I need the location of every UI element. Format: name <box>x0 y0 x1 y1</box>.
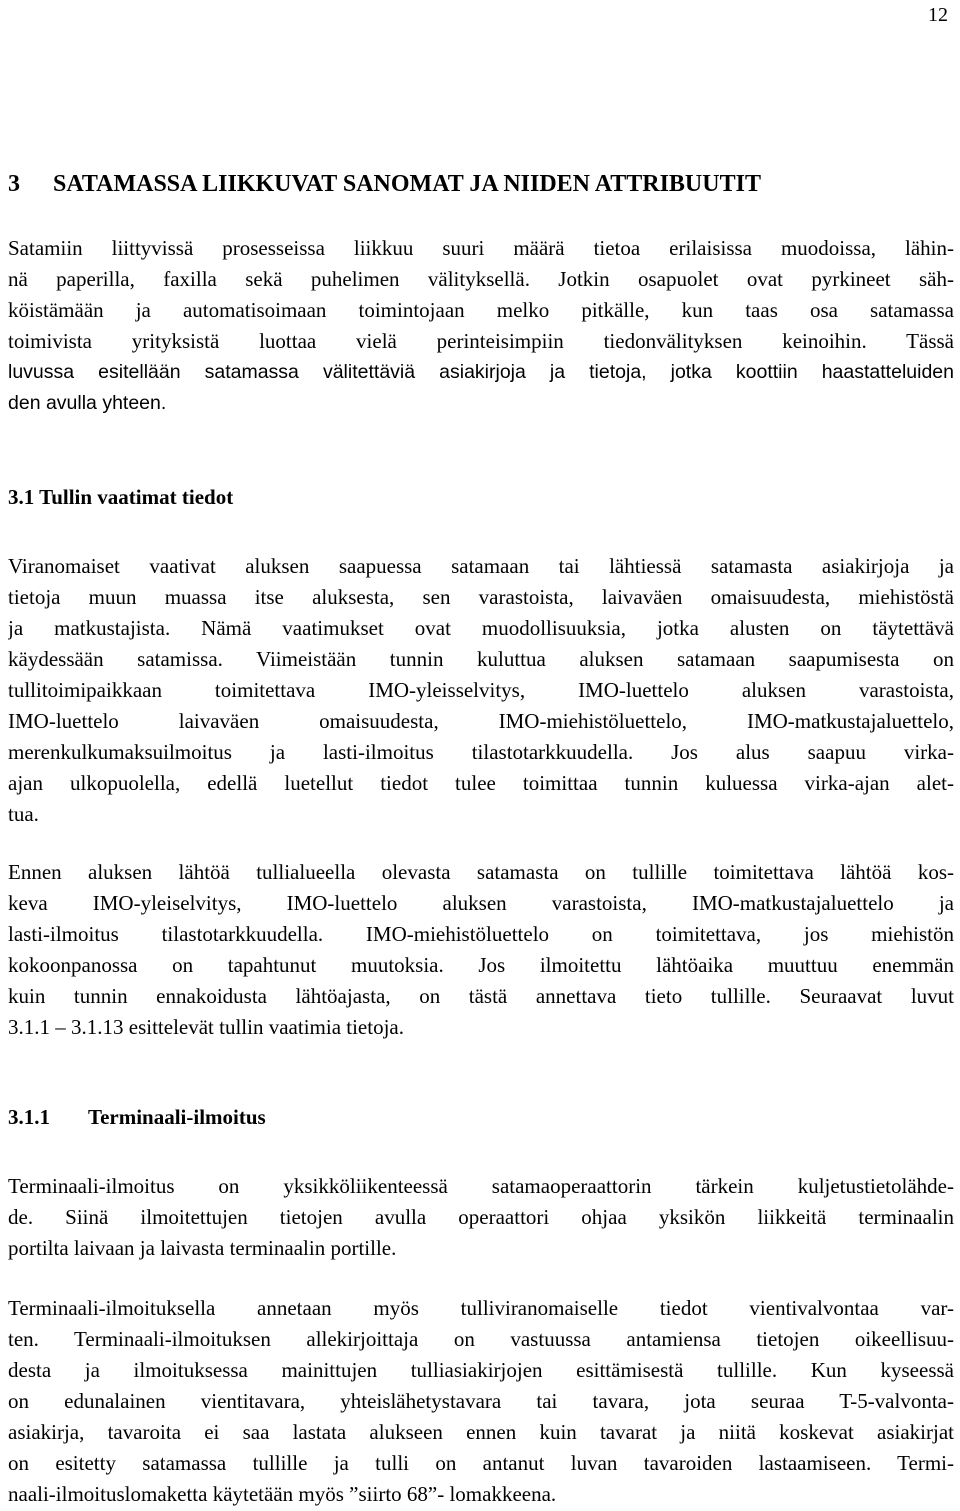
text-line: nä paperilla, faxilla sekä puhelimen välityksellä. Jotkin osapuolet ovat pyrkineet säh- <box>8 267 954 291</box>
text-line: 3.1.1 – 3.1.13 esittelevät tullin vaatimia tietoja. <box>8 1015 404 1039</box>
text-line: tullitoimipaikkaan toimitettava IMO-yleisselvitys, IMO-luettelo aluksen varastoista, <box>8 678 954 702</box>
section-heading-3-1: 3.1 Tullin vaatimat tiedot <box>8 485 234 509</box>
paragraph-4 <box>8 1293 954 1510</box>
text-line: ja matkustajista. Nämä vaatimukset ovat muodollisuuksia, jotka alusten on täytettävä <box>8 616 954 640</box>
paragraph-3 <box>8 1171 954 1264</box>
text-line: merenkulkumaksuilmoitus ja lasti-ilmoitus tilastotarkkuudella. Jos alus saapuu virka- <box>8 740 954 764</box>
text-line: de. Siinä ilmoitettujen tietojen avulla operaattori ohjaa yksikön liikkeitä terminaalin <box>8 1205 954 1229</box>
intro-paragraph <box>8 233 954 419</box>
chapter-heading <box>8 170 953 198</box>
text-line: tietoja muun muassa itse aluksesta, sen varastoista, laivaväen omaisuudesta, miehistöstä <box>8 585 954 609</box>
chapter-number: 3 <box>8 171 20 197</box>
text-line: on esitetty satamassa tullille ja tulli on antanut luvan tavaroiden lastaamiseen. Termi- <box>8 1451 954 1475</box>
paragraph-2 <box>8 857 954 1043</box>
text-line: Terminaali-ilmoituksella annetaan myös tulliviranomaiselle tiedot vientivalvontaa var- <box>8 1296 954 1320</box>
text-line: desta ja ilmoituksessa mainittujen tulliasiakirjojen esittämisestä tullille. Kun kyseessä <box>8 1358 954 1382</box>
text-line: Viranomaiset vaativat aluksen saapuessa satamaan tai lähtiessä satamasta asiakirjoja ja <box>8 554 954 578</box>
text-line: ajan ulkopuolella, edellä luetellut tiedot tulee toimittaa tunnin kuluessa virka-ajan alet- <box>8 771 954 795</box>
section-number: 3.1.1 <box>8 1105 50 1129</box>
text-line: kuin tunnin ennakoidusta lähtöajasta, on tästä annettava tieto tullille. Seuraavat luvut <box>8 984 954 1008</box>
text-line: kokoonpanossa on tapahtunut muutoksia. Jos ilmoitettu lähtöaika muuttuu enemmän <box>8 953 954 977</box>
text-line: toimivista yrityksistä luottaa vielä perinteisimpiin tiedonvälityksen keinoihin. Tässä <box>8 329 954 353</box>
text-line: käydessään satamissa. Viimeistään tunnin kuluttua aluksen satamaan saapumisesta on <box>8 647 954 671</box>
text-line: den avulla yhteen. <box>8 392 167 414</box>
text-line: asiakirja, tavaroita ei saa lastata alukseen ennen kuin tavarat ja niitä koskevat asiakirjat <box>8 1420 954 1444</box>
section-heading-3-1-1 <box>8 1104 266 1130</box>
text-line: tua. <box>8 802 39 826</box>
page-number: 12 <box>928 4 948 26</box>
text-line: ten. Terminaali-ilmoituksen allekirjoittaja on vastuussa antamiensa tietojen oikeellisuu- <box>8 1327 954 1351</box>
text-line: Ennen aluksen lähtöä tullialueella olevasta satamasta on tullille toimitettava lähtöä kos- <box>8 860 954 884</box>
text-line: luvussa esitellään satamassa välitettäviä asiakirjoja ja tietoja, jotka koottiin haastatteluiden <box>8 361 954 383</box>
text-line: naali-ilmoituslomaketta käytetään myös ”siirto 68”- lomakkeena. <box>8 1482 557 1506</box>
text-line: portilta laivaan ja laivasta terminaalin portille. <box>8 1236 397 1260</box>
chapter-title: SATAMASSA LIIKKUVAT SANOMAT JA NIIDEN ATTRIBUUTIT <box>53 171 761 197</box>
text-line: Terminaali-ilmoitus on yksikköliikenteessä satamaoperaattorin tärkein kuljetustietolähde- <box>8 1174 954 1198</box>
section-title: Terminaali-ilmoitus <box>88 1105 266 1129</box>
text-line: keva IMO-yleiselvitys, IMO-luettelo aluksen varastoista, IMO-matkustajaluettelo ja <box>8 891 954 915</box>
text-line: on edunalainen vientitavara, yhteislähetystavara tai tavara, jota seuraa T-5-valvonta- <box>8 1389 954 1413</box>
text-line: köistämään ja automatisoimaan toimintojaan melko pitkälle, kun taas osa satamassa <box>8 298 954 322</box>
text-line: IMO-luettelo laivaväen omaisuudesta, IMO-miehistöluettelo, IMO-matkustajaluettelo, <box>8 709 954 733</box>
text-line: lasti-ilmoitus tilastotarkkuudella. IMO-miehistöluettelo on toimitettava, jos miehistön <box>8 922 954 946</box>
text-line: Satamiin liittyvissä prosesseissa liikkuu suuri määrä tietoa erilaisissa muodoissa, lähin- <box>8 236 954 260</box>
paragraph-1 <box>8 551 954 830</box>
